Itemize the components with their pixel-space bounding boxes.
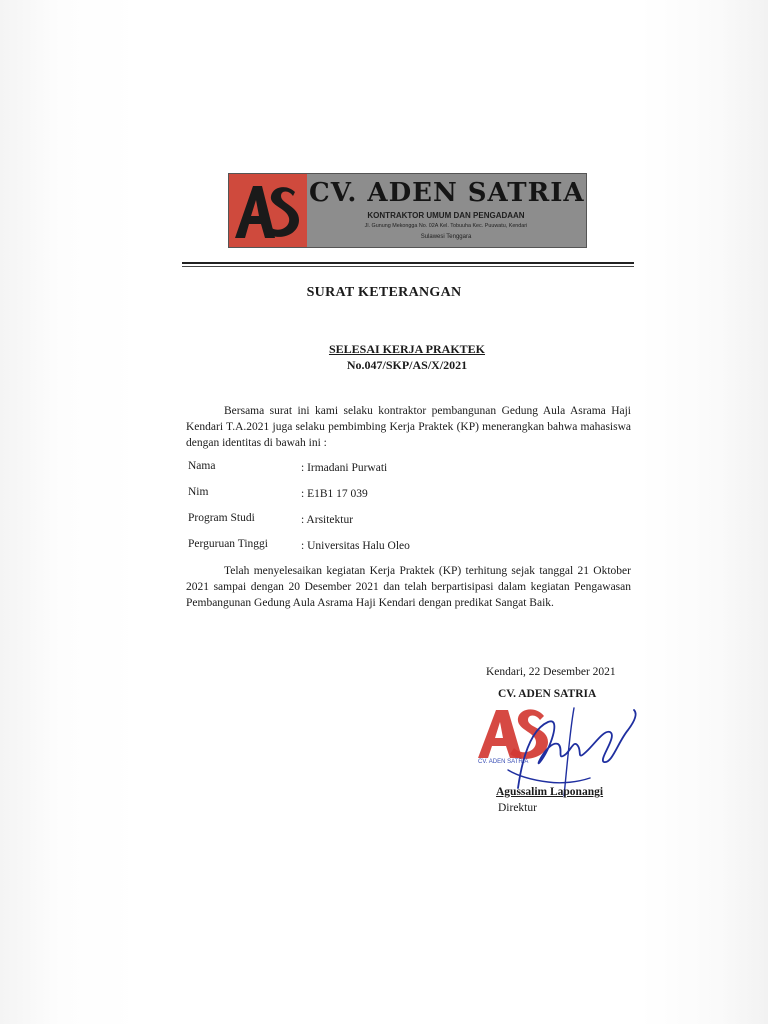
field-label-program-studi: Program Studi — [188, 512, 255, 524]
signatory-name: Agussalim Laponangi — [496, 786, 604, 798]
company-address: Jl. Gunung Mekongga No. 02A Kel. Tobuuha Kec. Puuwatu, Kendari — [364, 223, 528, 229]
field-value-program-studi: : Arsitektur — [301, 514, 354, 526]
letterhead — [228, 173, 587, 248]
header-divider-thin — [182, 266, 634, 267]
header-divider — [182, 262, 634, 264]
company-name: CV. ADEN SATRIA — [309, 178, 585, 208]
signature-company: CV. ADEN SATRIA — [498, 688, 597, 700]
company-logo — [229, 174, 307, 247]
field-label-perguruan-tinggi: Perguruan Tinggi — [188, 538, 268, 550]
signatory-role: Direktur — [498, 802, 537, 814]
intro-paragraph: Bersama surat ini kami selaku kontraktor pembangunan Gedung Aula Asrama Haji Kendari T.A.2021 juga selaku pembimbing Kerja Praktek (KP) menerangkan bahwa mahasiswa dengan identitas di bawah ini : — [186, 405, 631, 449]
field-label-nim: Nim — [188, 486, 209, 498]
field-value-perguruan-tinggi: : Universitas Halu Oleo — [301, 540, 410, 552]
document-subtitle: SELESAI KERJA PRAKTEK — [328, 342, 486, 356]
company-region: Sulawesi Tenggara — [420, 234, 472, 240]
signature-place-date: Kendari, 22 Desember 2021 — [486, 666, 616, 678]
closing-paragraph: Telah menyelesaikan kegiatan Kerja Praktek (KP) terhitung sejak tanggal 21 Oktober 2021 sampai dengan 20 Desember 2021 dan telah berpartisipasi dalam kegiatan Pengawasan Pembangunan Gedung Aula Asrama Haji Kendari dengan predikat Sangat Baik. — [186, 565, 631, 609]
document-number: No.047/SKP/AS/X/2021 — [346, 358, 468, 372]
stamp-text: CV. ADEN SATRIA — [478, 759, 529, 765]
field-value-nama: : Irmadani Purwati — [301, 462, 388, 474]
company-tagline: KONTRAKTOR UMUM DAN PENGADAAN — [367, 211, 525, 220]
document-title: SURAT KETERANGAN — [306, 285, 462, 300]
field-label-nama: Nama — [188, 460, 216, 472]
field-value-nim: : E1B1 17 039 — [301, 488, 368, 500]
handwritten-signature — [478, 700, 648, 800]
